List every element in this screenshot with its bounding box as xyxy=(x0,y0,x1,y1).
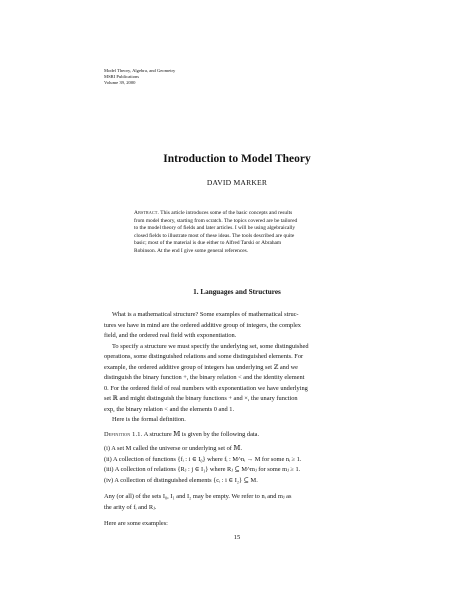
page-number: 15 xyxy=(233,534,241,541)
body-line: the arity of fᵢ and Rⱼ. xyxy=(104,503,157,511)
abstract-line: Robinson. At the end I give some general references. xyxy=(134,247,249,254)
body-line: tures we have in mind are the ordered additive group of integers, the complex xyxy=(104,321,301,329)
abstract-label: Abstract. xyxy=(134,210,160,216)
header-line: Model Theory, Algebra, and Geometry xyxy=(104,68,176,73)
body-line: To specify a structure we must specify the underlying set, some distinguished xyxy=(112,342,309,350)
body-line: set ℝ and might distinguish the binary functions + and ×, the unary function xyxy=(104,395,298,402)
body-line: Here are some examples: xyxy=(104,520,168,527)
paper-title: Introduction to Model Theory xyxy=(163,153,311,165)
definition-item: (i) A set M called the universe or underlying set of 𝕄. xyxy=(104,445,243,452)
abstract-line: to the model theory of fields and later articles. I will be using algebraically xyxy=(134,225,296,232)
section-heading: 1. Languages and Structures xyxy=(193,288,281,296)
author-name: DAVID MARKER xyxy=(206,178,268,187)
definition xyxy=(104,430,374,441)
body-line: operations, some distinguished relations and some distinguished elements. For xyxy=(104,353,304,360)
abstract-line: closed fields to illustrate most of these ideas. The tools described are quite xyxy=(134,232,295,239)
body-line: field, and the ordered real field with exponentiation. xyxy=(104,332,237,339)
header-line: Volume 39, 2000 xyxy=(104,80,136,85)
abstract xyxy=(134,210,364,256)
definition-label: Definition 1.1. xyxy=(104,430,143,438)
body-line: exp, the binary relation < and the elements 0 and 1. xyxy=(104,405,235,413)
body-line: distinguish the binary function +, the binary relation < and the identity element xyxy=(104,374,305,381)
body-line: 0. For the ordered field of real numbers with exponentiation we have underlying xyxy=(104,384,308,392)
body-line: Any (or all) of the sets I₀, I₁ and I₂ may be empty. We refer to nᵢ and mⱼ as xyxy=(104,493,292,500)
body-text xyxy=(104,310,374,530)
definition-item: (iv) A collection of distinguished elements {cᵢ : i ∈ I₂} ⊆ M. xyxy=(104,476,258,484)
body-line: What is a mathematical structure? Some examples of mathematical struc- xyxy=(112,311,299,318)
header-line: MSRI Publications xyxy=(104,74,140,79)
definition-item: (ii) A collection of functions {fᵢ : i ∈ I₀} where fᵢ : M^nᵢ → M for some nᵢ ≥ 1. xyxy=(104,455,302,463)
abstract-line: from model theory, starting from scratch. The topics covered are be tailored xyxy=(134,217,298,224)
body-line: example, the ordered additive group of integers has underlying set ℤ and we xyxy=(104,363,299,371)
definition-text: A structure 𝕄 is given by the following data. xyxy=(142,430,260,438)
definition-item: (iii) A collection of relations {Rⱼ : j ∈ I₁} where Rⱼ ⊆ M^mⱼ for some mⱼ ≥ 1. xyxy=(104,466,301,473)
abstract-line: basic; most of the material is due either to Alfred Tarski or Abraham xyxy=(134,240,282,247)
running-header xyxy=(104,68,175,86)
abstract-line: This article introduces some of the basic concepts and results xyxy=(159,210,293,216)
body-line: Here is the formal definition. xyxy=(112,416,186,423)
